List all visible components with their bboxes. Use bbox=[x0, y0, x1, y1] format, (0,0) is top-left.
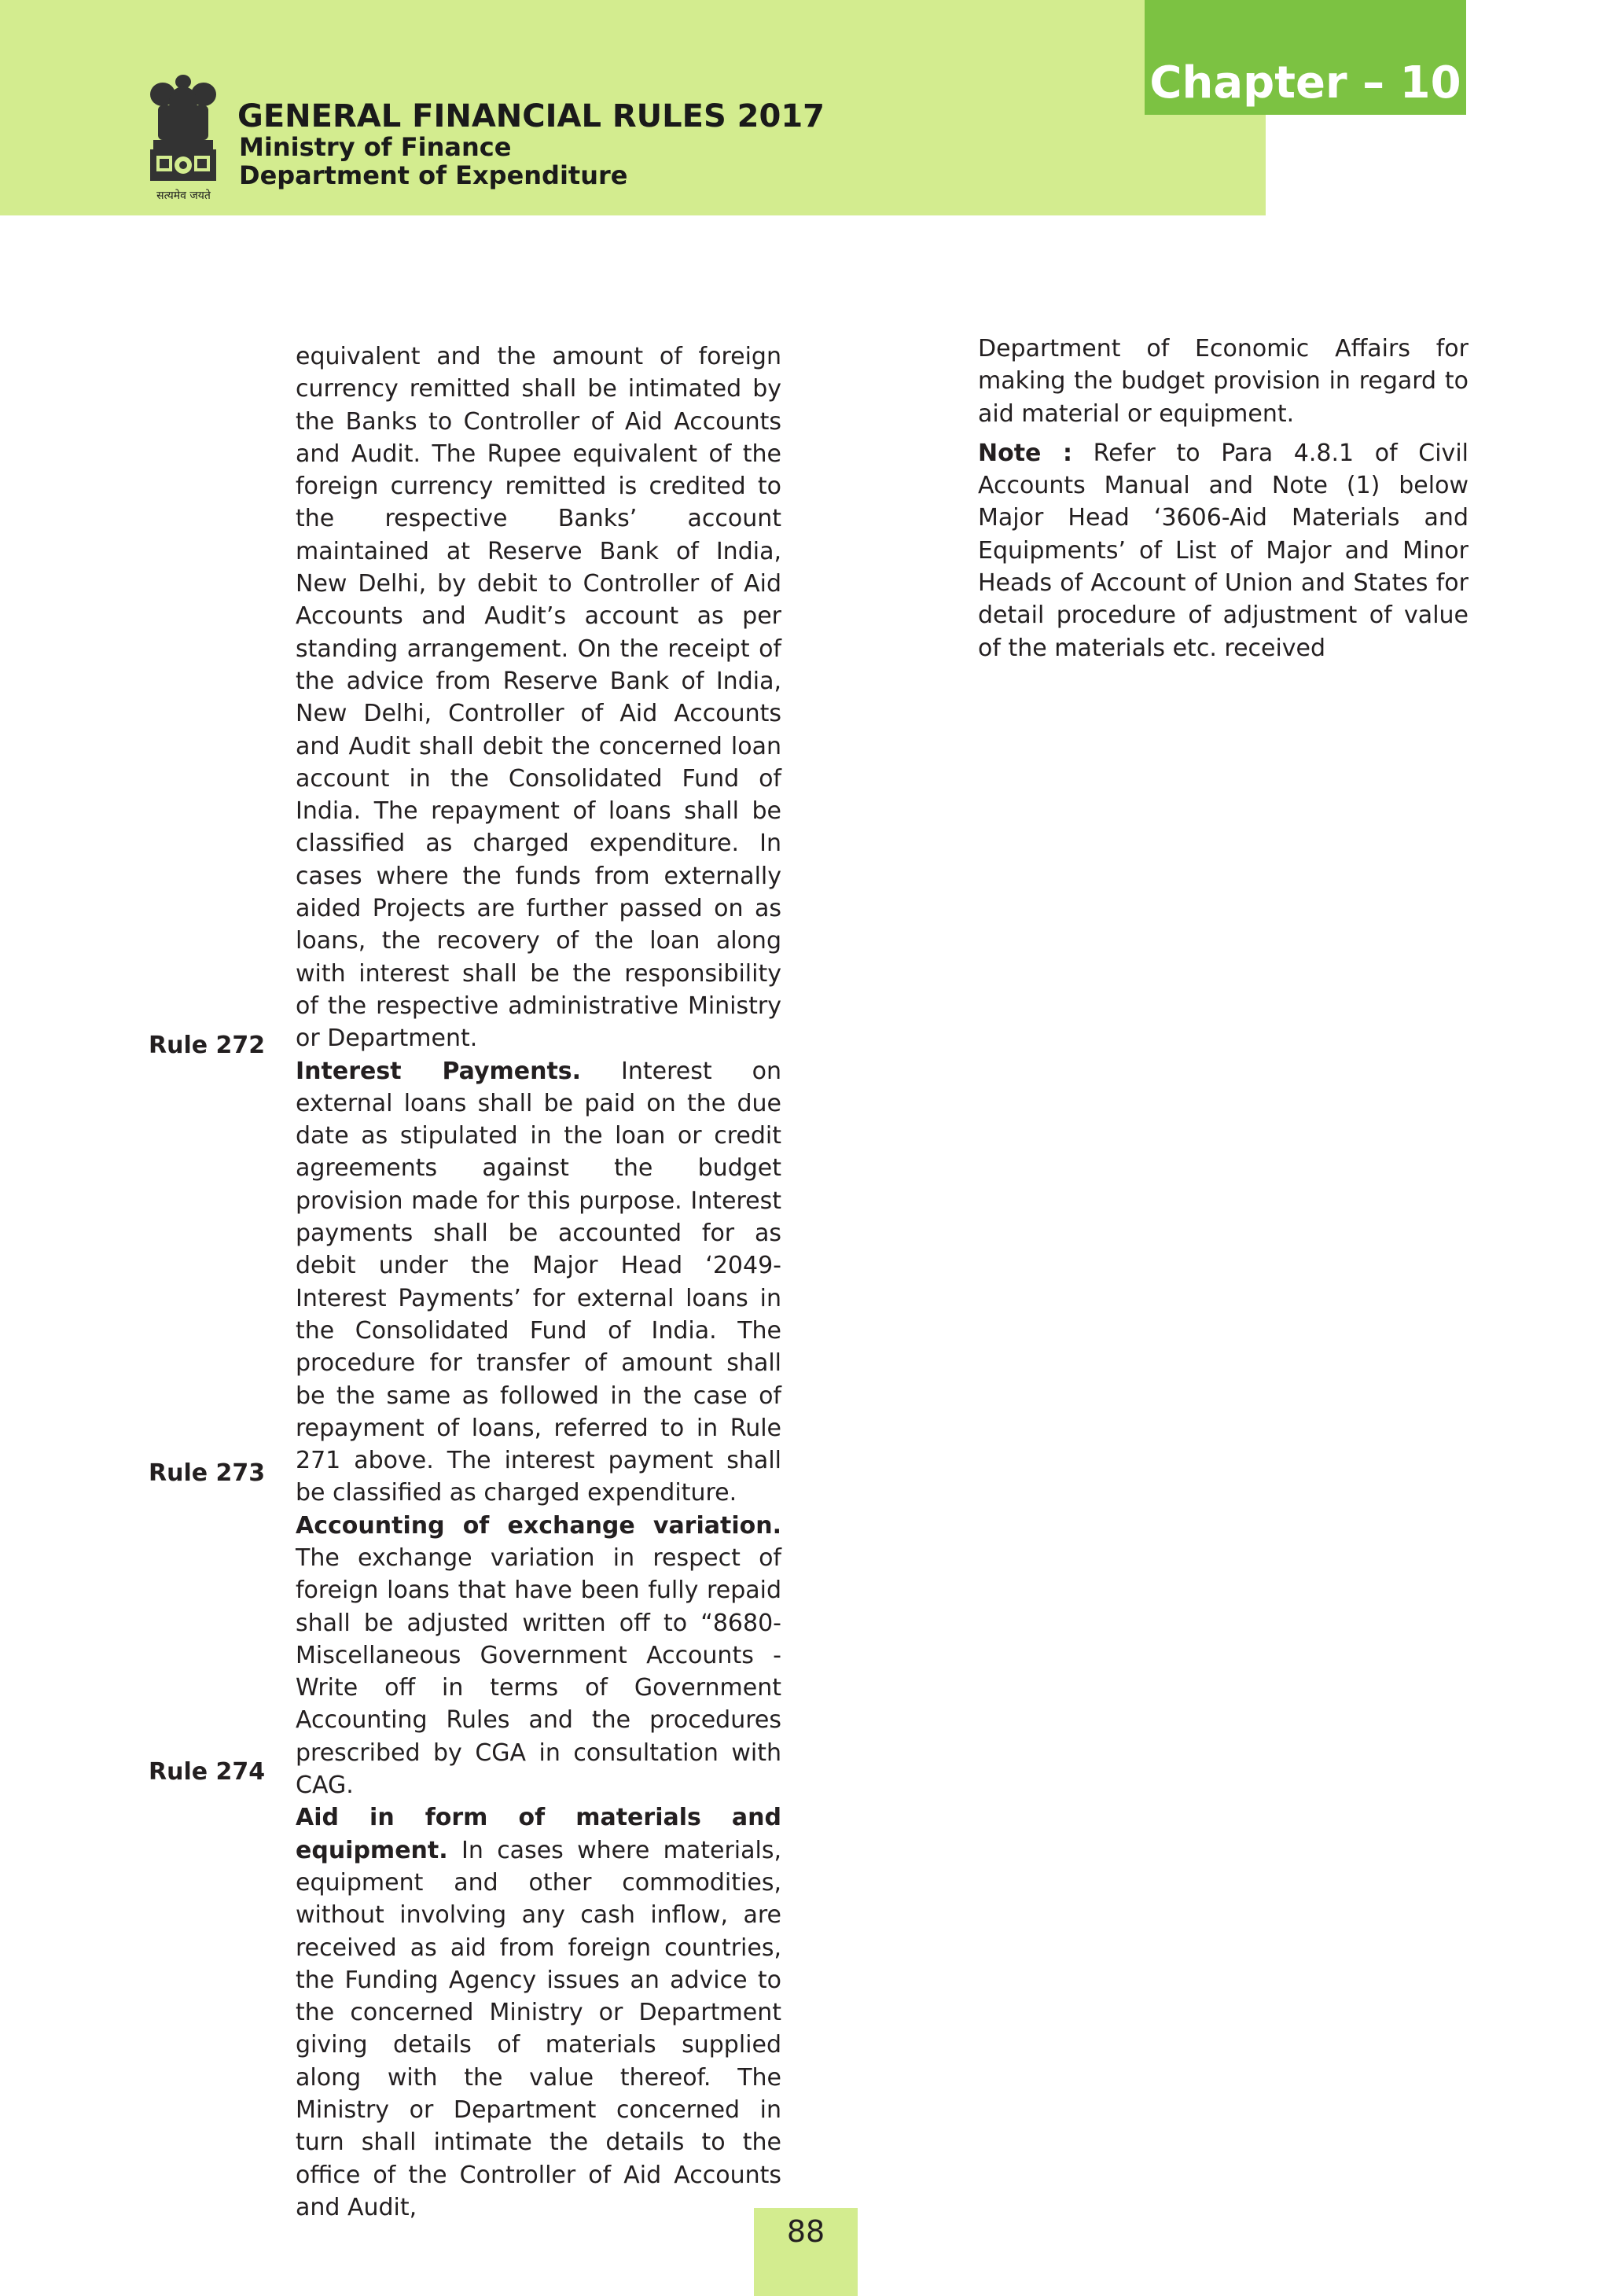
rule-number-274: Rule 274 bbox=[149, 1758, 266, 1786]
document-title: GENERAL FINANCIAL RULES 2017 bbox=[237, 98, 825, 134]
ministry-name: Ministry of Finance bbox=[239, 132, 512, 162]
rule-272-heading: Interest Payments. bbox=[296, 1057, 582, 1085]
page-number: 88 bbox=[786, 2214, 825, 2249]
right-continuation-paragraph: Department of Economic Affairs for making the budget provision in regard to aid material or equipment. bbox=[978, 335, 1468, 428]
emblem-motto: सत्यमेव जयते bbox=[156, 189, 211, 202]
national-emblem-icon bbox=[144, 74, 222, 204]
rule-number-273: Rule 273 bbox=[149, 1459, 266, 1487]
rule-274-paragraph bbox=[296, 1801, 781, 2224]
rule-272-text: Interest on external loans shall be paid on the due date as stipulated in the loan or credit agreements against the budget provision made for this purpose. Interest payments shall be accounted for as debit under the Major Head ‘2049-Interest Payments’ for external loans in the Consolidated Fund of India. The procedure for transfer of amount shall be the same as followed in the case of repayment of loans, referred to in Rule 271 above. The interest payment shall be classified as charged expenditure. bbox=[296, 1057, 782, 1507]
rule-273-heading: Accounting of exchange variation. bbox=[296, 1511, 781, 1540]
note-paragraph bbox=[978, 437, 1468, 664]
rule-number-272: Rule 272 bbox=[149, 1032, 266, 1059]
continuation-paragraph: equivalent and the amount of foreign currency remitted shall be intimated by the Banks to Controller of Aid Accounts and Audit. The Rupee equivalent of the foreign currency remitted is credited to the respective Banks’ account maintained at Reserve Bank of India, New Delhi, by debit to Controller of Aid Accounts and Audit’s account as per standing arrangement. On the receipt of the advice from Reserve Bank of India, New Delhi, Controller of Aid Accounts and Audit shall debit the concerned loan account in the Consolidated Fund of India. The repayment of loans shall be classified as charged expenditure. In cases where the funds from externally aided Projects are further passed on as loans, the recovery of the loan along with interest shall be the responsibility of the respective administrative Ministry or Department. bbox=[296, 343, 781, 1053]
rule-273-paragraph bbox=[296, 1510, 781, 1802]
chapter-label: Chapter – 10 bbox=[1149, 57, 1461, 109]
rule-272-paragraph bbox=[296, 1055, 781, 1510]
department-name: Department of Expenditure bbox=[239, 160, 628, 190]
rule-274-heading: Aid in form of materials and equipment. bbox=[296, 1804, 781, 1864]
left-column bbox=[296, 340, 781, 2224]
note-label: Note : bbox=[978, 439, 1072, 467]
note-text: Refer to Para 4.8.1 of Civil Accounts Manual and Note (1) below Major Head ‘3606-Aid Materials and Equipments’ of List of Major and Minor Heads of Account of Union and States for detail procedure of adjustment of value of the materials etc. received bbox=[978, 439, 1468, 662]
rule-274-text: In cases where materials, equipment and other commodities, without involving any cash inflow, are received as aid from foreign countries, the Funding Agency issues an advice to the concerned Ministry or Department giving details of materials supplied along with the value thereof. The Ministry or Department concerned in turn shall intimate the details to the office of the Controller of Aid Accounts and Audit, bbox=[296, 1836, 781, 2221]
rule-273-text: The exchange variation in respect of foreign loans that have been fully repaid shall be adjusted written off to “8680-Miscellaneous Government Accounts - Write off in terms of Government Accounting Rules and the procedures prescribed by CGA in consultation with CAG. bbox=[296, 1544, 781, 1800]
right-column bbox=[978, 333, 1468, 664]
